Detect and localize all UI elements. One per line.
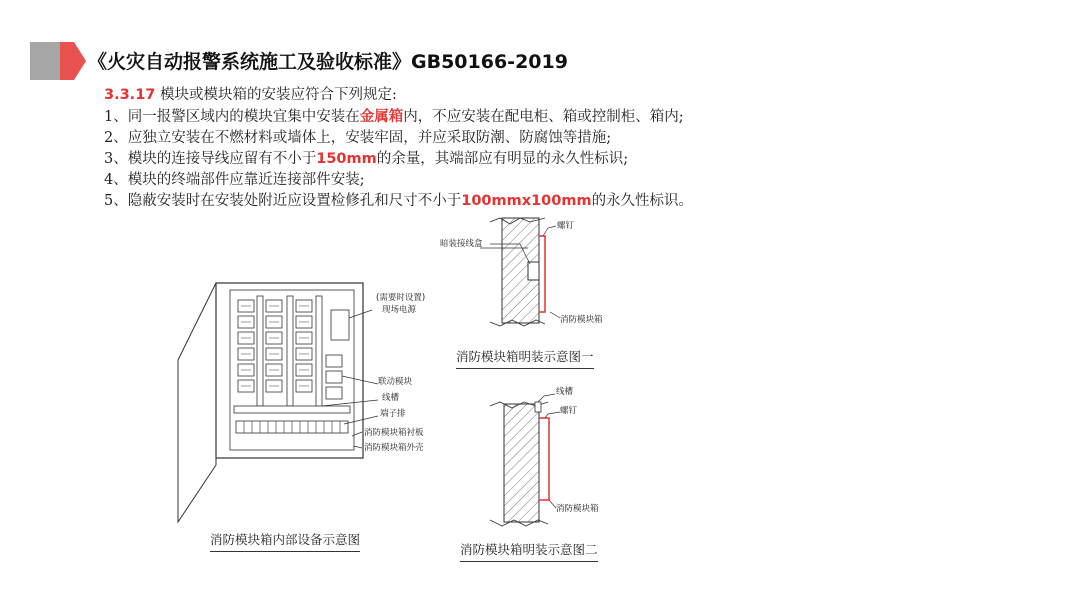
page-title: 《火灾自动报警系统施工及验收标准》GB50166-2019 <box>88 51 568 73</box>
label-wire-trough-2: 线槽 <box>556 387 574 397</box>
label-terminal-strip: 端子排 <box>380 409 406 419</box>
vertical-trough-3 <box>316 296 322 406</box>
item5-emphasis: 100mmx100mm <box>461 193 592 209</box>
label-junction-box: 暗装接线盒 <box>440 239 483 249</box>
junction-box <box>528 262 539 280</box>
clause-intro: 模块或模块箱的安装应符合下列规定: <box>155 87 397 103</box>
caption-box-interior: 消防模块箱内部设备示意图 <box>210 530 360 552</box>
label-screw-2: 螺钉 <box>560 406 578 416</box>
caption-surface-mount-1: 消防模块箱明装示意图一 <box>456 347 594 369</box>
label-liner-board: 消防模块箱衬板 <box>364 428 424 438</box>
label-power: 现场电源 <box>382 305 417 315</box>
label-outer-shell: 消防模块箱外壳 <box>364 443 424 453</box>
wall-section-2 <box>504 404 539 522</box>
clause-item-4: 4、模块的终端部件应靠近连接部件安装; <box>104 172 365 188</box>
horizontal-trough <box>234 406 350 413</box>
item3-emphasis: 150mm <box>316 151 377 167</box>
label-module-box-1: 消防模块箱 <box>560 315 603 325</box>
item1-text-end: 内，不应安装在配电柜、箱或控制柜、箱内; <box>403 109 684 125</box>
vertical-trough-1 <box>257 296 263 406</box>
power-supply-box <box>331 310 349 340</box>
label-as-needed: (需要时设置) <box>376 293 426 303</box>
clause-item-2: 2、应独立安装在不燃材料或墙体上，安装牢固，并应采取防潮、防腐蚀等措施; <box>104 130 612 146</box>
label-wire-trough: 线槽 <box>382 393 400 403</box>
item1-text: 1、同一报警区域内的模块宜集中安装在 <box>104 109 360 125</box>
item5-text-end: 的永久性标识。 <box>591 193 694 209</box>
item3-text-end: 的余量，其端部应有明显的永久性标识; <box>376 151 629 167</box>
caption-surface-mount-2: 消防模块箱明装示意图二 <box>460 540 598 562</box>
terminal-strip <box>236 421 348 433</box>
vertical-trough-2 <box>287 296 293 406</box>
item3-text: 3、模块的连接导线应留有不小于 <box>104 151 317 167</box>
surface-mount-diagram-1 <box>440 218 603 326</box>
label-screw-1: 螺钉 <box>557 221 575 231</box>
label-linkage-module: 联动模块 <box>378 377 413 387</box>
module-box-red-2 <box>539 418 549 500</box>
surface-mount-diagram-2 <box>490 386 599 526</box>
clause-number: 3.3.17 <box>104 87 156 103</box>
item1-emphasis: 金属箱 <box>359 108 404 125</box>
label-module-box-2: 消防模块箱 <box>556 504 599 514</box>
module-box-interior-diagram <box>178 283 425 522</box>
module-box-red <box>539 236 545 312</box>
item5-text: 5、隐蔽安装时在安装处附近应设置检修孔和尺寸不小于 <box>104 193 462 209</box>
wire-trough-2 <box>535 402 541 412</box>
